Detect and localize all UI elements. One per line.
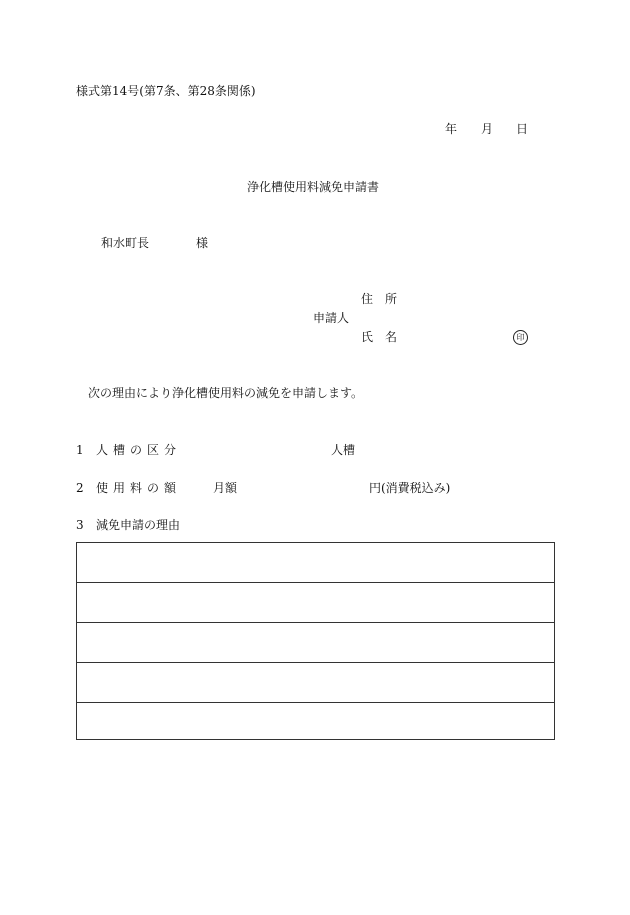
request-statement: 次の理由により浄化槽使用料の減免を申請します。 (88, 386, 364, 400)
item-1-unit: 人槽 (331, 443, 356, 457)
item-1-number: 1 (76, 443, 84, 457)
reason-row[interactable] (77, 663, 554, 703)
reason-row[interactable] (77, 623, 554, 663)
item-3-number: 3 (76, 518, 84, 532)
date-year-label: 年 (445, 122, 458, 136)
item-2-unit: 円(消費税込み) (369, 481, 451, 495)
addressee-honorific: 様 (196, 236, 209, 250)
item-3-label: 減免申請の理由 (96, 518, 181, 532)
reason-table (76, 542, 555, 740)
applicant-group-label: 申請人 (313, 311, 350, 325)
reason-row[interactable] (77, 703, 554, 741)
date-month-label: 月 (481, 122, 494, 136)
date-day-label: 日 (516, 122, 529, 136)
reason-row[interactable] (77, 543, 554, 583)
item-2-number: 2 (76, 481, 84, 495)
seal-mark: 印 (513, 330, 528, 345)
document-title: 浄化槽使用料減免申請書 (247, 180, 380, 194)
item-1-label: 人槽の区分 (96, 443, 182, 457)
addressee-name: 和水町長 (101, 236, 150, 250)
item-2-label: 使用料の額 (96, 481, 182, 495)
form-number: 様式第14号(第7条、第28条関係) (76, 84, 256, 98)
item-2-sublabel: 月額 (213, 481, 238, 495)
applicant-address-label: 住 所 (361, 292, 398, 306)
applicant-name-label: 氏 名 (361, 330, 398, 344)
reason-row[interactable] (77, 583, 554, 623)
